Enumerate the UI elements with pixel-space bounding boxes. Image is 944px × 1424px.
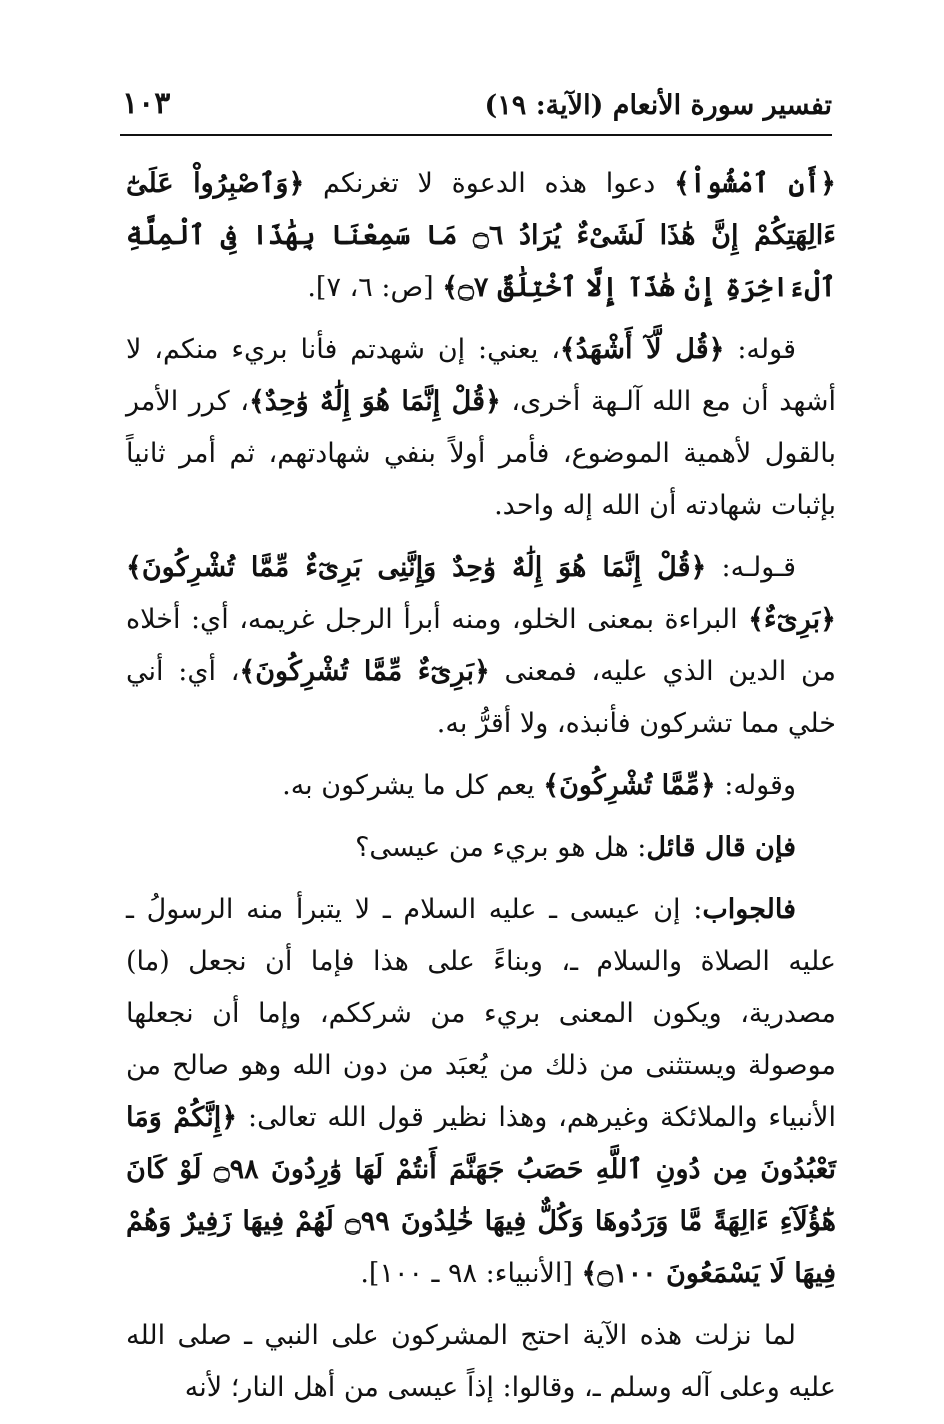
lead-term: فإن قال قائل xyxy=(646,832,796,863)
quran-verse: ﴿قُل لَّآ أَشْهَدُ﴾ xyxy=(559,334,725,365)
text-run: قـولـه: xyxy=(706,552,796,583)
quran-verse: ﴿أَنِ ٱمْشُواْ﴾ xyxy=(674,168,836,199)
quran-verse: ﴿قُلْ إِنَّمَا هُوَ إِلَٰهٌ وَٰحِدٌ﴾ xyxy=(248,386,501,417)
quran-verse: ﴿مِّمَّا تُشْرِكُونَ﴾ xyxy=(543,770,716,801)
text-run: : إن عيسى ـ عليه السلام ـ لا يتبرأ منه الرسولُ ـ عليه الصلاة والسلام ـ، وبناءً على هذا فإما أن نجعل (ما) مصدرية، ويكون المعنى بريء من شرككم، وإما أن نجعلها موصولة ويستثنى من ذلك من يُعبَد من دون الله وهو صالح من الأنبياء والملائكة وغيرهم، وهذا نظير قول الله تعالى: xyxy=(126,894,837,1133)
paragraph xyxy=(126,542,836,750)
text-run: دعوا هذه الدعوة لا تغرنكم xyxy=(304,168,675,199)
page-number: ١٠٣ xyxy=(122,86,171,121)
running-title: تفسير سورة الأنعام (الآية: ١٩) xyxy=(484,90,832,121)
paragraph xyxy=(126,822,836,874)
text-run: ، يعني: إن شهدتم فأنا بريء منكم، لا أشهد أن مع الله آلـهة أخرى، xyxy=(126,334,836,417)
text-run: : هل هو بريء من عيسى؟ xyxy=(355,832,647,863)
paragraph xyxy=(126,1310,836,1414)
quran-verse: ﴿وَٱصْبِرُواْ عَلَىٰٓ ءَالِهَتِكُمْ إِنَّ هَٰذَا لَشَىْءٌ يُرَادُ ۝٦ مَا سَمِعْنَا بِهَٰذَا فِى ٱلْمِلَّةِ ٱلْءَاخِرَةِ إِنْ هَٰذَآ إِلَّا ٱخْتِلَٰقٌ ۝٧﴾ xyxy=(126,168,836,303)
body-text xyxy=(126,158,836,1424)
quran-verse: ﴿بَرِىٓءٌ مِّمَّا تُشْرِكُونَ﴾ xyxy=(239,656,490,687)
text-run: ، كرر الأمر بالقول لأهمية الموضوع، فأمر أولاً بنفي شهادتهم، ثم أمر ثانياً بإثبات شهادته أن الله إله واحد. xyxy=(126,386,836,521)
page-header xyxy=(120,84,832,136)
text-run: يعم كل ما يشركون به. xyxy=(282,770,544,801)
paragraph xyxy=(126,884,836,1300)
quran-verse: ﴿قُلْ إِنَّمَا هُوَ إِلَٰهٌ وَٰحِدٌ وَإِنَّنِى بَرِىٓءٌ مِّمَّا تُشْرِكُونَ﴾ xyxy=(126,552,707,583)
text-run: وقوله: xyxy=(715,770,796,801)
text-run: لما نزلت هذه الآية احتج المشركون على النبي ـ صلى الله عليه وعلى آله وسلم ـ، وقالوا: إذاً عيسى من أهل النار؛ لأنه xyxy=(126,1320,836,1403)
paragraph xyxy=(126,324,836,532)
text-run: البراءة بمعنى الخلو، ومنه أبرأ الرجل غريمه، أي: أخلاه من الدين الذي عليه، فمعنى xyxy=(126,604,836,687)
quran-verse: ﴿بَرِىٓءٌ﴾ xyxy=(748,604,836,635)
text-run: قوله: xyxy=(724,334,796,365)
lead-term: فالجواب xyxy=(702,894,796,925)
text-run: ، أي: أني خلي مما تشركون فأنبذه، ولا أقرُّ به. xyxy=(126,656,836,739)
quran-verse: ﴿إِنَّكُمْ وَمَا تَعْبُدُونَ مِن دُونِ ٱللَّهِ حَصَبُ جَهَنَّمَ أَنتُمْ لَهَا وَٰرِدُونَ ۝٩٨ لَوْ كَانَ هَٰٓؤُلَآءِ ءَالِهَةً مَّا وَرَدُوهَا وَكُلٌّ فِيهَا خَٰلِدُونَ ۝٩٩ لَهُمْ فِيهَا زَفِيرٌ وَهُمْ فِيهَا لَا يَسْمَعُونَ ۝١٠٠﴾ xyxy=(126,1102,837,1289)
text-run: [الأنبياء: ٩٨ ـ ١٠٠]. xyxy=(360,1258,582,1289)
text-run: [ص: ٦، ٧]. xyxy=(307,272,443,303)
paragraph xyxy=(126,760,836,812)
paragraph xyxy=(126,158,836,314)
